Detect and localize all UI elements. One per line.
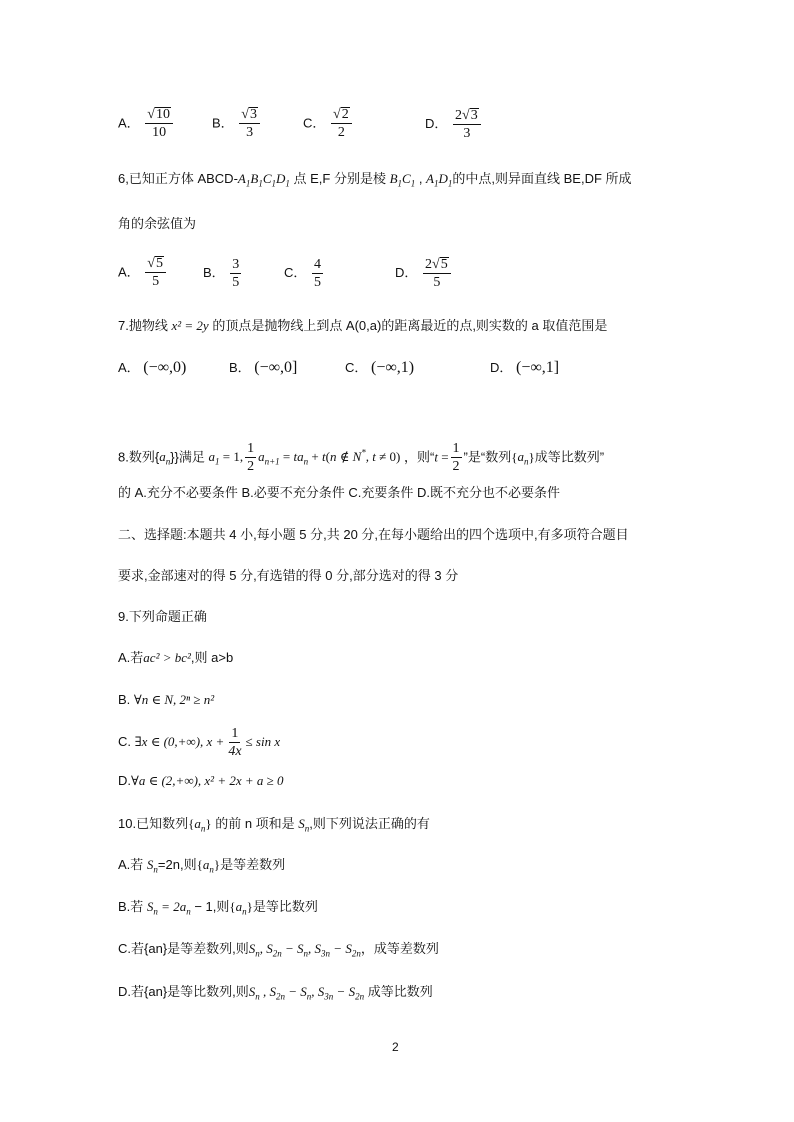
q5-c-fraction: √ 2 2 (331, 107, 352, 141)
q5-b-fraction: √ 3 3 (239, 107, 260, 141)
q9-title: 9.下列命题正确 (118, 609, 207, 624)
section2-line2: 要求,金部速对的得 5 分,有选错的得 0 分,部分选对的得 3 分 (118, 568, 459, 583)
q6-option-c: C． $\frac{4}{5}$ (284, 257, 322, 290)
q7-option-b: B． (−∞,0] (229, 359, 298, 376)
q10-option-b: B.若 $S_n = 2a_n - 1$,则$\{a_n\}$是等比数列 (118, 899, 318, 917)
q8-options: 的 A.充分不必要条件 B.必要不充分条件 C.充要条件 D.既不充分也不必要条件 (118, 485, 561, 500)
q5-a-fraction: √ 10 10 (145, 107, 173, 141)
q10-option-c: C.若{an}是等差数列,则$S_n$, $S_{2n} - S_n$, $S_{3n} - S_{2n}$，成等差数列 (118, 941, 439, 959)
q6-option-a: A． √ 5 5 (118, 256, 168, 290)
q5-option-a: A． √ 10 10 (118, 107, 175, 141)
section2-line1: 二、选择题:本题共 4 小,每小题 5 分,共 20 分,在每小题给出的四个选项中,有多项符合题目 (118, 527, 629, 542)
q6-line1: 6,已知正方体 ABCD-$A_1B_1C_1D_1$ 点 E,F 分别是棱 $B_1C_1$ , $A_1D_1$的中点,则异面直线 BE,DF 所成 (118, 171, 632, 189)
q7-question: 7.抛物线 x² = 2y 的顶点是抛物线上到点 A(0,a)的距离最近的点,则实数的 a 取值范围是 (118, 318, 608, 333)
q7-option-d: D． (−∞,1] (490, 359, 560, 376)
q10-option-d: D.若{an}是等比数列,则$S_n$ , $S_{2n} - S_n$, $S_{3n} - S_{2n}$ 成等比数列 (118, 984, 433, 1002)
q6-line2: 角的余弦值为 (118, 216, 197, 231)
q5-option-d: D． 2 √ 3 3 (425, 107, 483, 142)
q5-option-b: B． √ 3 3 (212, 107, 262, 141)
q6-option-d: D． 2 √ 5 5 (395, 256, 453, 291)
q5-option-c: C． √ 2 2 (303, 107, 354, 141)
q9-option-d: D.∀a ∈ (2,+∞), x² + 2x + a ≥ 0 (118, 773, 284, 788)
q9-option-c: C. ∃x ∈ (0,+∞), x + $\frac{1}{4x}$ ≤ sin x (118, 726, 281, 760)
q10-title: 10.已知数列$\{a_n\}$ 的前 n 项和是 $S_n$,则下列说法正确的有 (118, 816, 430, 834)
q9-option-b: B. ∀n ∈ N, 2ⁿ ≥ n² (118, 692, 215, 707)
q10-option-a: A.若 $S_n=2n$,则$\{a_n\}$是等差数列 (118, 857, 286, 875)
page-number: 2 (392, 1040, 399, 1054)
q7-option-a: A． (−∞,0) (118, 359, 187, 376)
q5-d-fraction: 2 √ 3 3 (453, 107, 481, 142)
q6-option-b: B． $\frac{3}{5}$ (203, 257, 240, 290)
q8-question: 8.数列$\{a_n\}$}满足 $a_1 = 1$, $\frac{1}{2}$ $a_{n+1} = ta_n + t(n$ ∉ N*, t ≠ 0) ，则“t = $\frac{1}{2}$ ”是“数列$\{a_n\}$成等比数列” (118, 441, 605, 475)
q7-option-c: C． (−∞,1) (345, 359, 415, 376)
q9-option-a: A.若ac² > bc²,则 a>b (118, 650, 234, 665)
